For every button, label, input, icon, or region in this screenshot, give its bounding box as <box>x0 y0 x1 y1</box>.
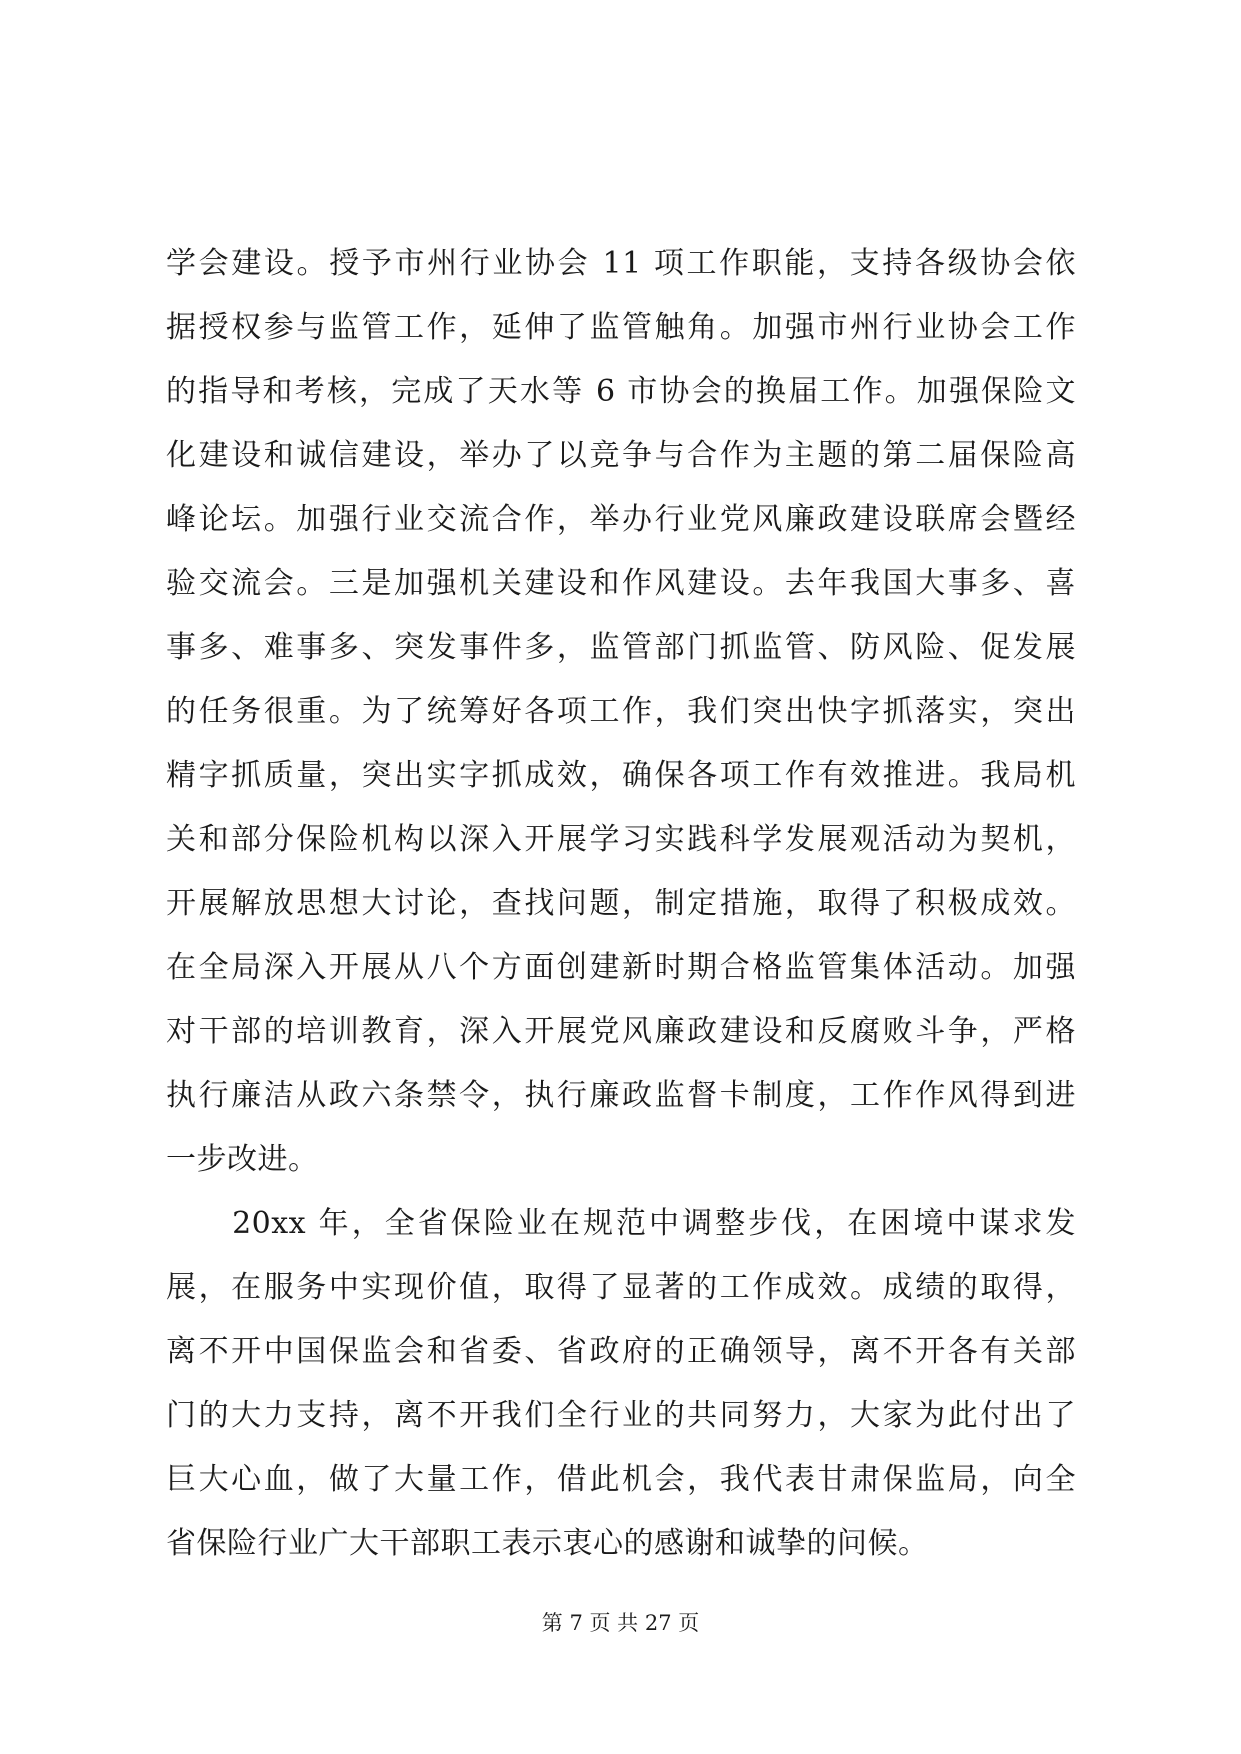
text-line: 开展解放思想大讨论，查找问题，制定措施，取得了积极成效。 <box>166 886 1076 921</box>
text-line: 一步改进。 <box>166 1142 319 1177</box>
text-line: 的任务很重。为了统筹好各项工作，我们突出快字抓落实，突出 <box>166 694 1076 729</box>
text-line: 展，在服务中实现价值，取得了显著的工作成效。成绩的取得， <box>166 1270 1076 1305</box>
text-line: 巨大心血，做了大量工作，借此机会，我代表甘肃保监局，向全 <box>166 1462 1076 1497</box>
page-number-footer: 第 7 页 共 27 页 <box>541 1611 700 1635</box>
text-line: 省保险行业广大干部职工表示衷心的感谢和诚挚的问候。 <box>166 1526 929 1561</box>
text-line: 20xx 年，全省保险业在规范中调整步伐，在困境中谋求发 <box>166 1206 1076 1241</box>
text-line: 精字抓质量，突出实字抓成效，确保各项工作有效推进。我局机 <box>166 758 1076 793</box>
text-line: 学会建设。授予市州行业协会 11 项工作职能，支持各级协会依 <box>166 246 1076 281</box>
text-line: 据授权参与监管工作，延伸了监管触角。加强市州行业协会工作 <box>166 310 1076 345</box>
text-line: 事多、难事多、突发事件多，监管部门抓监管、防风险、促发展 <box>166 630 1076 665</box>
text-line: 执行廉洁从政六条禁令，执行廉政监督卡制度，工作作风得到进 <box>166 1078 1076 1113</box>
text-line: 门的大力支持，离不开我们全行业的共同努力，大家为此付出了 <box>166 1398 1076 1433</box>
text-line: 化建设和诚信建设，举办了以竞争与合作为主题的第二届保险高 <box>166 438 1076 473</box>
text-line: 关和部分保险机构以深入开展学习实践科学发展观活动为契机， <box>166 822 1076 857</box>
text-line: 在全局深入开展从八个方面创建新时期合格监管集体活动。加强 <box>166 950 1076 985</box>
text-line: 峰论坛。加强行业交流合作，举办行业党风廉政建设联席会暨经 <box>166 502 1076 537</box>
text-line: 验交流会。三是加强机关建设和作风建设。去年我国大事多、喜 <box>166 566 1076 601</box>
text-line: 的指导和考核，完成了天水等 6 市协会的换届工作。加强保险文 <box>166 374 1076 409</box>
text-line: 离不开中国保监会和省委、省政府的正确领导，离不开各有关部 <box>166 1334 1076 1369</box>
body-text <box>166 232 1076 1576</box>
text-line: 对干部的培训教育，深入开展党风廉政建设和反腐败斗争，严格 <box>166 1014 1076 1049</box>
